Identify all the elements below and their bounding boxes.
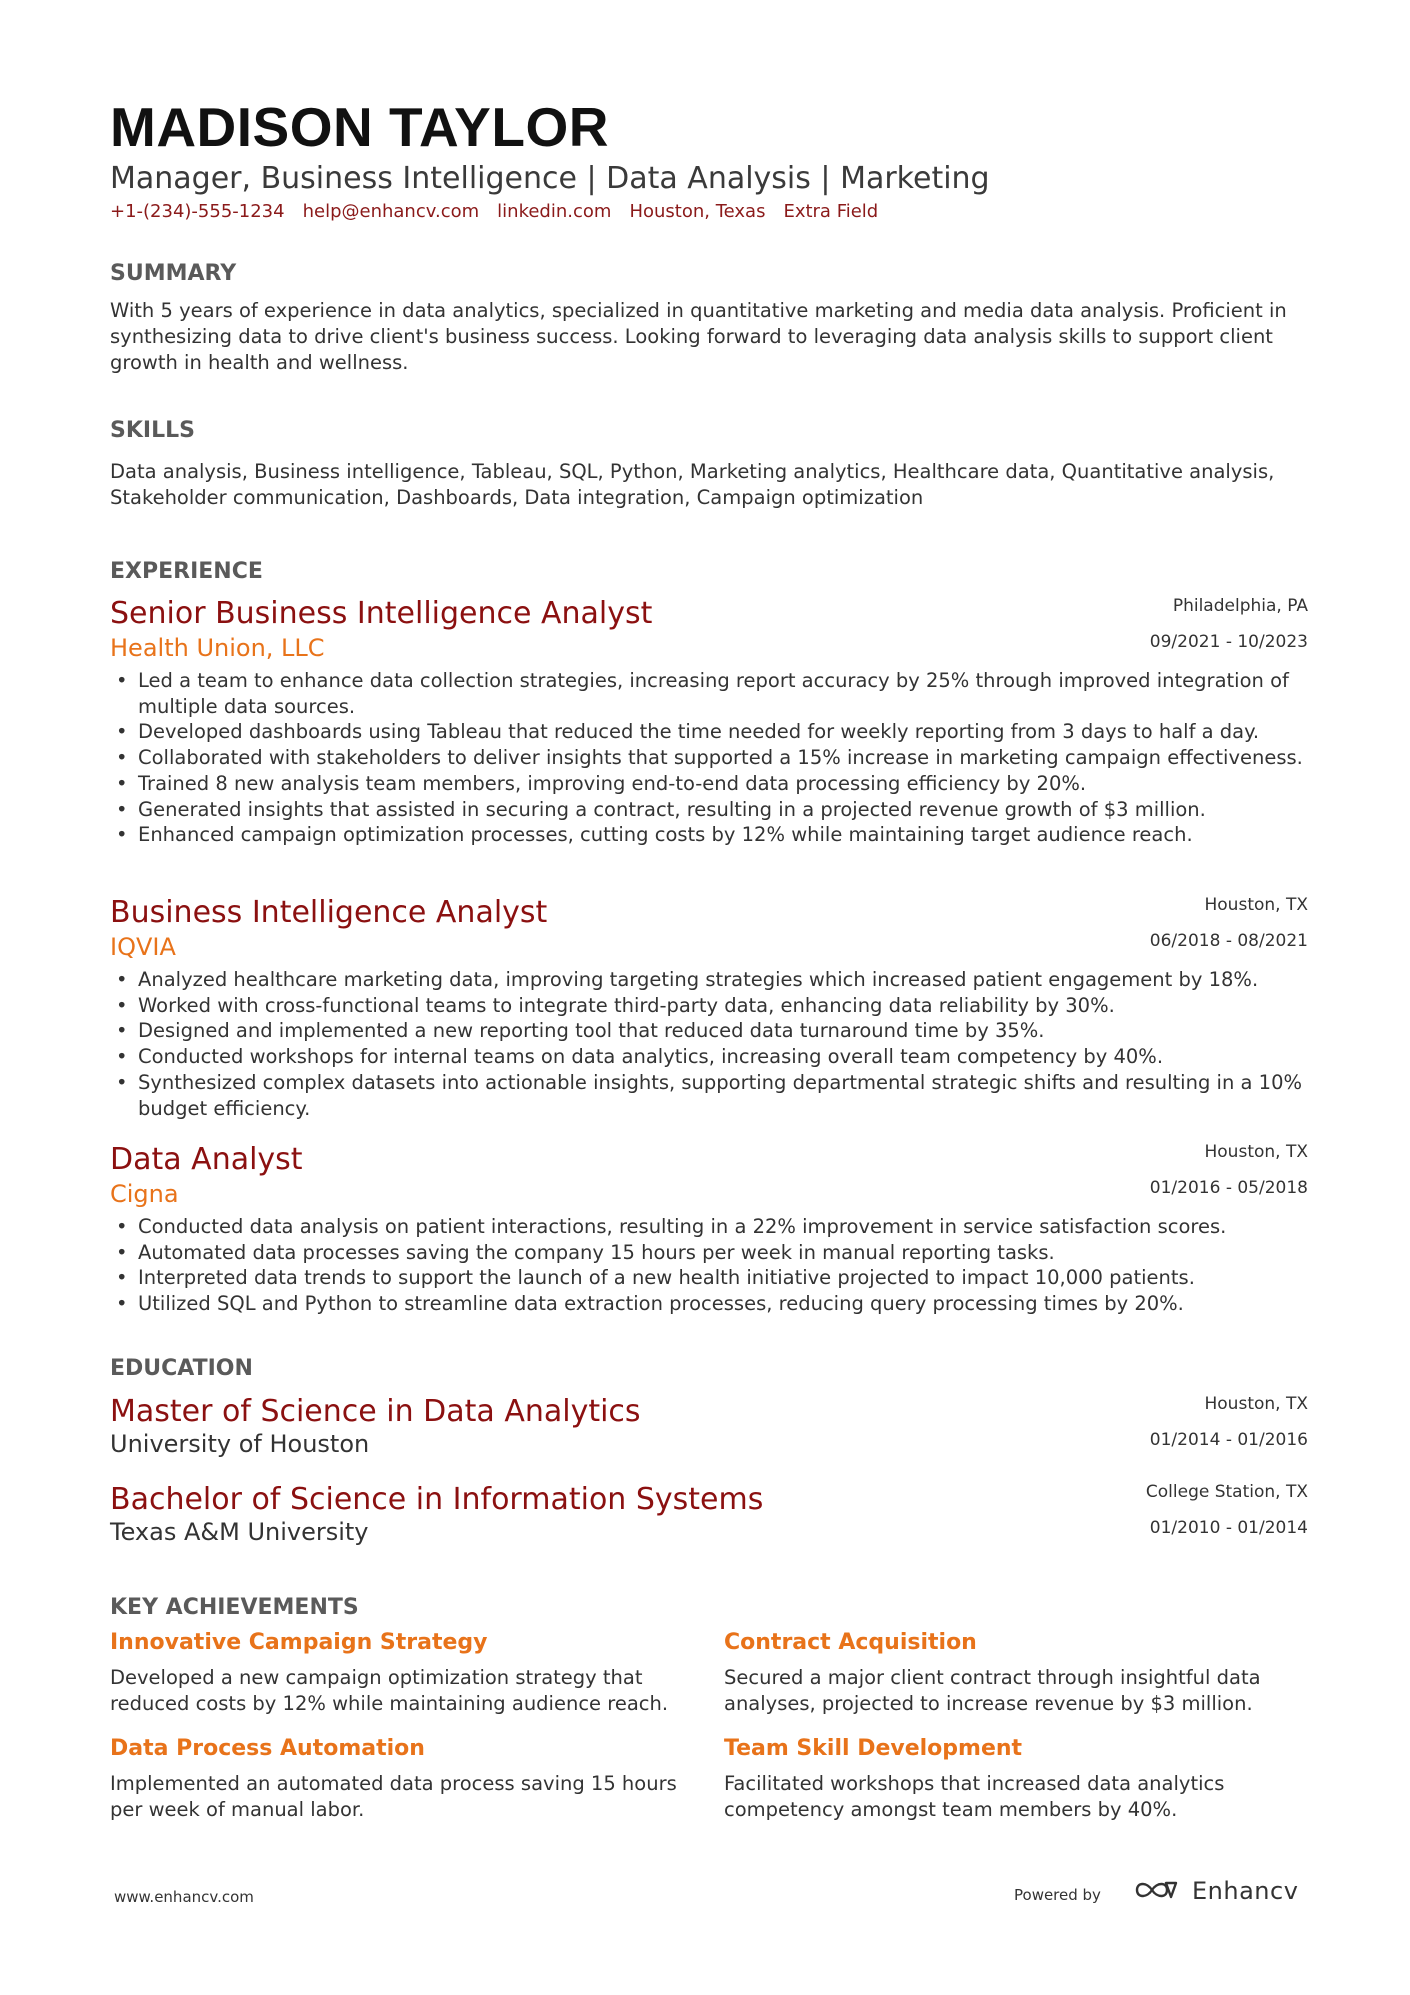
- education-location: College Station, TX: [1145, 1482, 1308, 1502]
- job-bullet: • Interpreted data trends to support the launch of a new health initiative projected to impact 10,000 patients.: [110, 1265, 1308, 1291]
- job-title: Business Intelligence Analyst: [110, 895, 548, 930]
- job-bullet: • Generated insights that assisted in securing a contract, resulting in a projected revenue growth of $3 million.: [110, 797, 1308, 823]
- job-dates: 01/2016 - 05/2018: [1149, 1178, 1308, 1198]
- skills-heading: SKILLS: [110, 418, 195, 443]
- achievement-title: Team Skill Development: [724, 1736, 1023, 1761]
- job-bullet: • Synthesized complex datasets into actionable insights, supporting departmental strategic shifts and resulting in a 10% budget efficiency.: [110, 1070, 1308, 1121]
- job-bullet: • Utilized SQL and Python to streamline data extraction processes, reducing query processing times by 20%.: [110, 1291, 1308, 1317]
- contact-linkedin[interactable]: linkedin.com: [497, 201, 612, 222]
- education-degree: Bachelor of Science in Information Systems: [110, 1482, 764, 1517]
- job-bullets: [110, 967, 1308, 1121]
- job-company: IQVIA: [110, 933, 176, 961]
- job-bullets: [110, 1214, 1308, 1317]
- contact-email[interactable]: help@enhancv.com: [302, 201, 480, 222]
- job-bullet: • Designed and implemented a new reporting tool that reduced data turnaround time by 35%.: [110, 1018, 1308, 1044]
- job-location: Houston, TX: [1204, 1142, 1308, 1162]
- job-bullet: • Led a team to enhance data collection strategies, increasing report accuracy by 25% through improved integration of multiple data sources.: [110, 668, 1308, 719]
- summary-text: With 5 years of experience in data analytics, specialized in quantitative marketing and media data analysis. Proficient in synthesizing data to drive client's business success. Looking forward to leveraging data analysis skills to support client growth in health and wellness.: [110, 299, 1287, 374]
- education-heading: EDUCATION: [110, 1356, 253, 1381]
- experience-heading: EXPERIENCE: [110, 559, 263, 584]
- achievement-title: Data Process Automation: [110, 1736, 425, 1761]
- job-location: Houston, TX: [1204, 895, 1308, 915]
- job-bullet: • Analyzed healthcare marketing data, improving targeting strategies which increased patient engagement by 18%.: [110, 967, 1308, 993]
- enhancv-logo-icon: [1135, 1877, 1179, 1903]
- job-location: Philadelphia, PA: [1172, 596, 1308, 616]
- brand-name: Enhancv: [1192, 1877, 1299, 1905]
- job-title: Data Analyst: [110, 1142, 303, 1177]
- education-degree: Master of Science in Data Analytics: [110, 1394, 641, 1429]
- job-dates: 09/2021 - 10/2023: [1149, 632, 1308, 652]
- achievement-title: Contract Acquisition: [724, 1630, 977, 1655]
- achievement-text: Facilitated workshops that increased data analytics competency amongst team members by 40%.: [724, 1772, 1225, 1821]
- education-dates: 01/2010 - 01/2014: [1149, 1518, 1308, 1538]
- resume-page: [110, 0, 1308, 1995]
- job-bullet: • Developed dashboards using Tableau that reduced the time needed for weekly reporting from 3 days to half a day.: [110, 719, 1308, 745]
- job-dates: 06/2018 - 08/2021: [1149, 931, 1308, 951]
- job-bullet: • Automated data processes saving the company 15 hours per week in manual reporting tasks.: [110, 1240, 1308, 1266]
- job-bullets: [110, 668, 1308, 848]
- achievement-text: Secured a major client contract through insightful data analyses, projected to increase revenue by $3 million.: [724, 1666, 1261, 1715]
- job-bullet: • Worked with cross-functional teams to integrate third-party data, enhancing data reliability by 30%.: [110, 993, 1308, 1019]
- powered-by-label: Powered by: [1014, 1886, 1101, 1904]
- achievement-title: Innovative Campaign Strategy: [110, 1630, 488, 1655]
- achievement-text: Developed a new campaign optimization strategy that reduced costs by 12% while maintaining audience reach.: [110, 1666, 669, 1715]
- summary-heading: SUMMARY: [110, 261, 237, 286]
- contact-phone[interactable]: +1-(234)-555-1234: [110, 201, 285, 222]
- job-bullet: • Conducted workshops for internal teams on data analytics, increasing overall team competency by 40%.: [110, 1044, 1308, 1070]
- skills-text: Data analysis, Business intelligence, Tableau, SQL, Python, Marketing analytics, Healthcare data, Quantitative analysis, Stakeholder communication, Dashboards, Data integration, Campaign optimization: [110, 460, 1275, 509]
- contact-line: [110, 203, 878, 221]
- job-bullet: • Conducted data analysis on patient interactions, resulting in a 22% improvement in service satisfaction scores.: [110, 1214, 1308, 1240]
- education-school: University of Houston: [110, 1430, 370, 1458]
- contact-extra-field: Extra Field: [783, 201, 879, 222]
- footer-url[interactable]: www.enhancv.com: [114, 1888, 254, 1906]
- education-location: Houston, TX: [1204, 1394, 1308, 1414]
- job-bullet: • Collaborated with stakeholders to deliver insights that supported a 15% increase in marketing campaign effectiveness.: [110, 745, 1308, 771]
- contact-location: Houston, Texas: [629, 201, 766, 222]
- education-school: Texas A&M University: [110, 1518, 369, 1546]
- candidate-name: MADISON TAYLOR: [110, 96, 609, 158]
- job-bullet: • Enhanced campaign optimization processes, cutting costs by 12% while maintaining target audience reach.: [110, 822, 1308, 848]
- job-bullet: • Trained 8 new analysis team members, improving end-to-end data processing efficiency by 20%.: [110, 771, 1308, 797]
- education-dates: 01/2014 - 01/2016: [1149, 1430, 1308, 1450]
- job-company: Cigna: [110, 1180, 179, 1208]
- job-company: Health Union, LLC: [110, 634, 325, 662]
- job-title: Senior Business Intelligence Analyst: [110, 596, 653, 631]
- achievements-heading: KEY ACHIEVEMENTS: [110, 1595, 359, 1620]
- candidate-headline: Manager, Business Intelligence | Data Analysis | Marketing: [110, 161, 990, 196]
- achievement-text: Implemented an automated data process saving 15 hours per week of manual labor.: [110, 1772, 677, 1821]
